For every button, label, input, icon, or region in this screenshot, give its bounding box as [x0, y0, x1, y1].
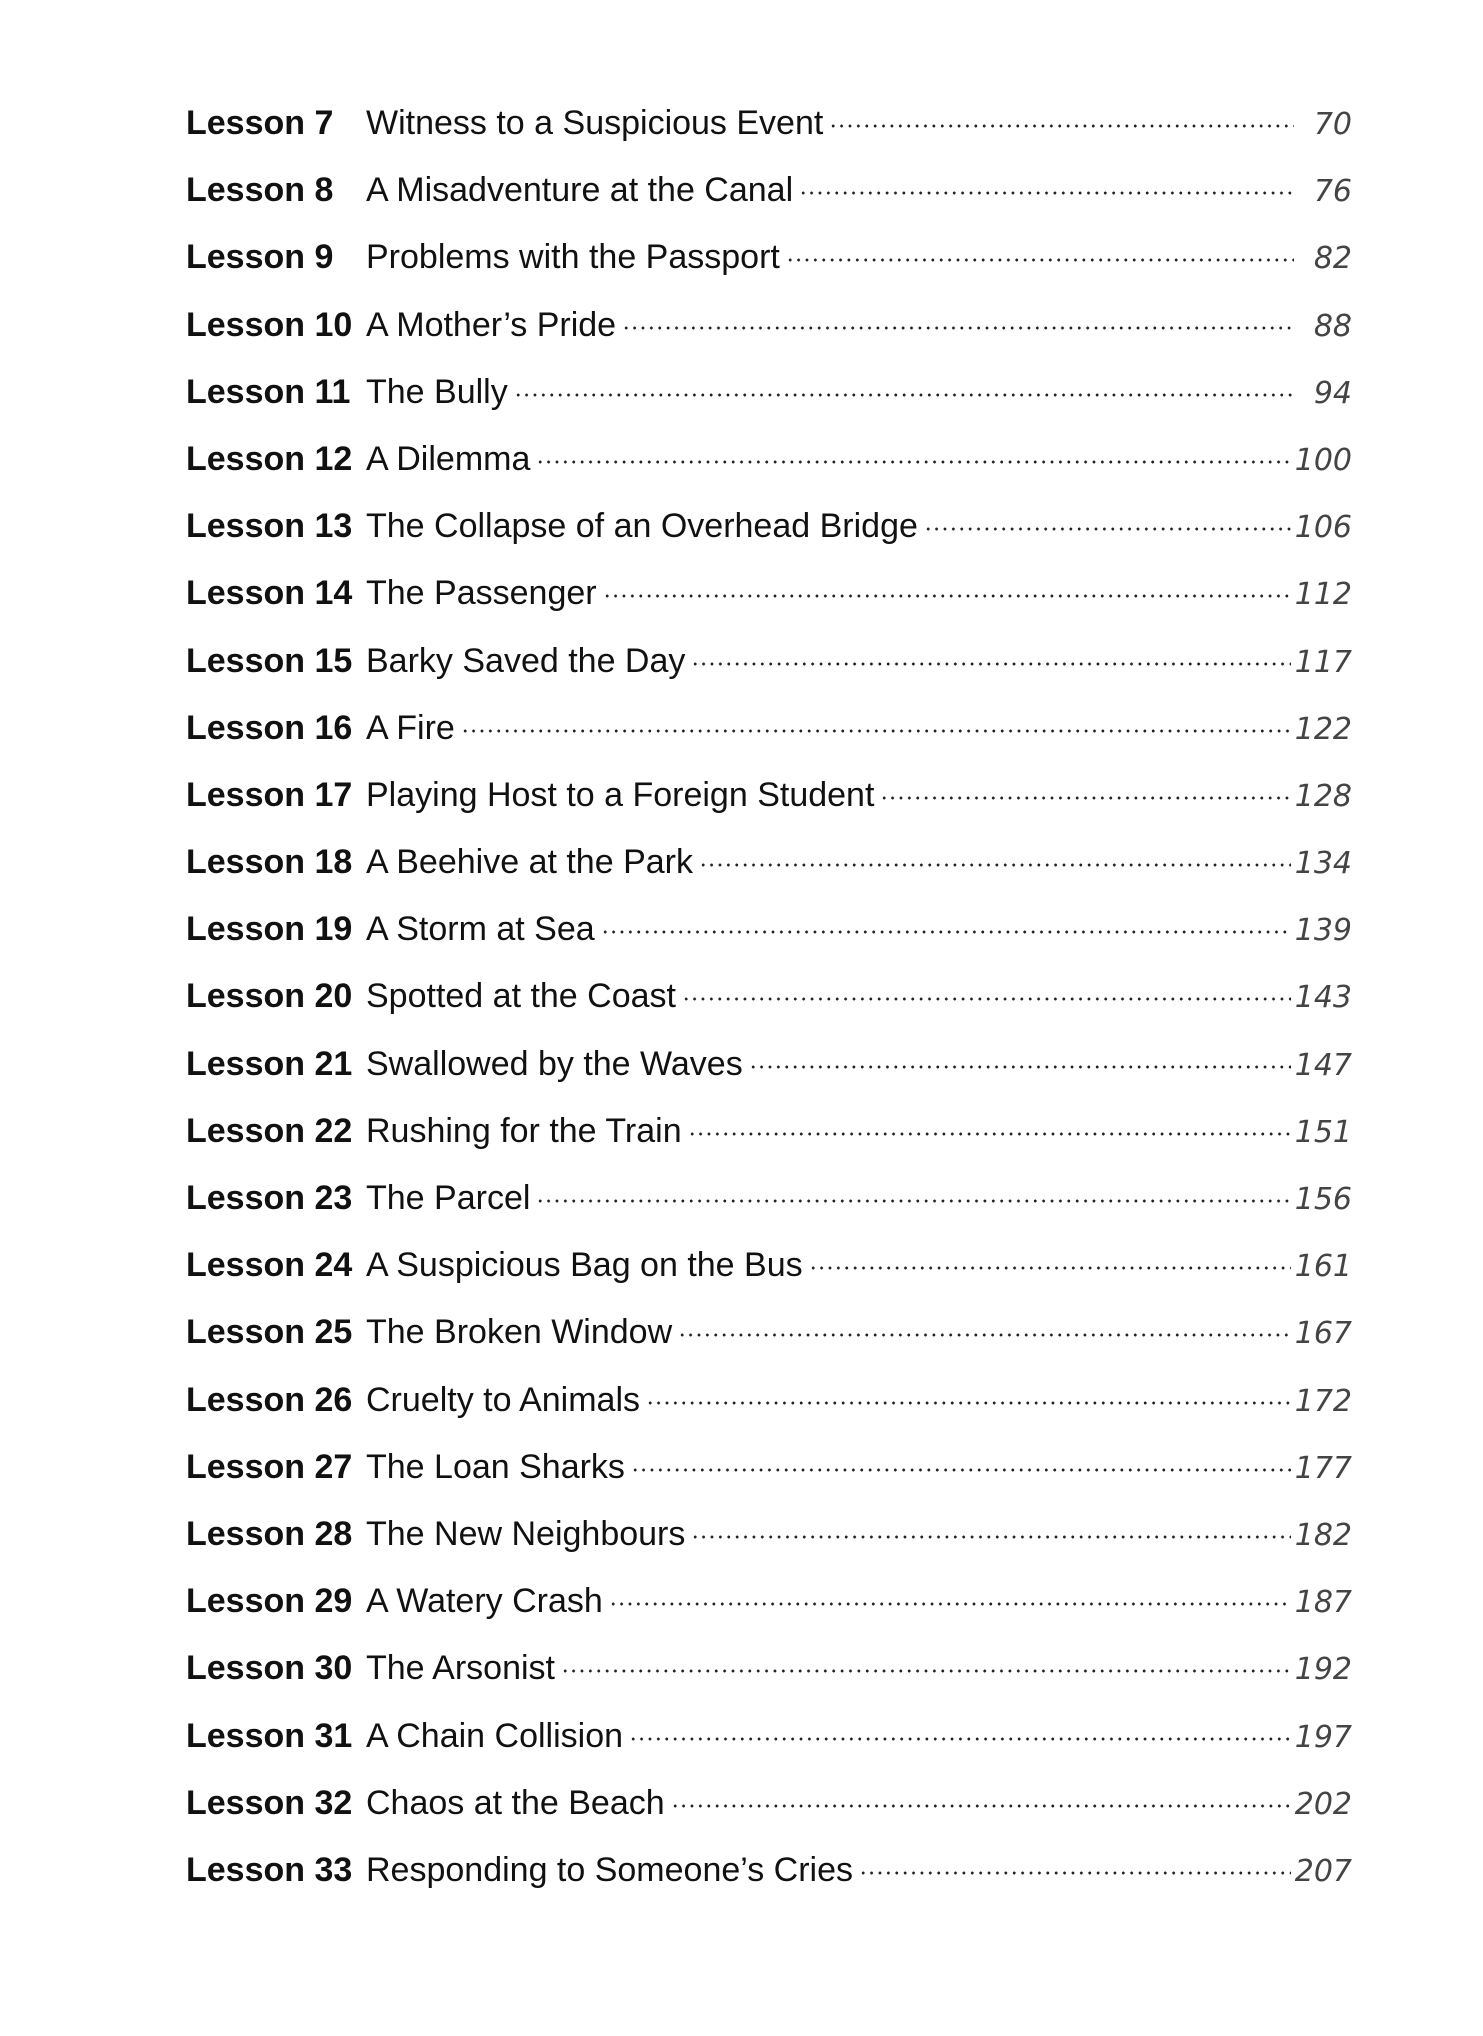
- toc-entry[interactable]: [186, 843, 1352, 910]
- lesson-number: Lesson 22: [186, 1111, 353, 1150]
- dot-leader: [601, 930, 1291, 934]
- lesson-title: Barky Saved the Day: [366, 641, 686, 680]
- page-number: 161: [1294, 1249, 1352, 1285]
- lesson-title: Spotted at the Coast: [366, 977, 676, 1016]
- page-number: 202: [1294, 1786, 1352, 1822]
- toc-entry[interactable]: [186, 171, 1352, 238]
- page-number: 156: [1294, 1182, 1352, 1217]
- page-number: 197: [1294, 1719, 1352, 1755]
- lesson-title: The Collapse of an Overhead Bridge: [366, 507, 918, 546]
- lesson-number: Lesson 13: [186, 507, 353, 546]
- dot-leader: [691, 662, 1290, 666]
- toc-entry[interactable]: [186, 776, 1352, 843]
- page-number: 82: [1313, 241, 1352, 277]
- lesson-number: Lesson 9: [186, 238, 334, 277]
- lesson-number: Lesson 16: [186, 708, 353, 747]
- lesson-title: A Misadventure at the Canal: [366, 171, 794, 210]
- lesson-number: Lesson 20: [186, 977, 353, 1016]
- lesson-number: Lesson 8: [186, 171, 334, 210]
- toc-entry[interactable]: [186, 709, 1352, 776]
- table-of-contents: [186, 104, 1352, 1918]
- toc-entry[interactable]: [186, 238, 1352, 305]
- dot-leader: [786, 258, 1294, 262]
- lesson-title: The Passenger: [366, 574, 597, 613]
- dot-leader: [688, 1132, 1291, 1136]
- page-number: 187: [1294, 1585, 1352, 1621]
- toc-entry[interactable]: [186, 373, 1352, 440]
- page-number: 134: [1294, 846, 1352, 882]
- lesson-title: Problems with the Passport: [366, 238, 780, 277]
- lesson-number: Lesson 21: [186, 1044, 353, 1083]
- lesson-title: A Fire: [366, 708, 455, 747]
- toc-entry[interactable]: [186, 642, 1352, 709]
- lesson-title: A Dilemma: [366, 439, 531, 478]
- toc-entry[interactable]: [186, 507, 1352, 574]
- lesson-title: The Parcel: [366, 1179, 531, 1217]
- toc-entry[interactable]: [186, 1381, 1352, 1448]
- dot-leader: [799, 191, 1294, 195]
- dot-leader: [682, 997, 1291, 1001]
- lesson-title: A Chain Collision: [366, 1716, 624, 1755]
- lesson-number: Lesson 7: [186, 104, 334, 142]
- page-number: 94: [1313, 375, 1352, 411]
- page-number: 76: [1313, 174, 1352, 210]
- page-number: 112: [1294, 577, 1352, 613]
- lesson-number: Lesson 26: [186, 1380, 353, 1419]
- lesson-title: Chaos at the Beach: [366, 1783, 665, 1822]
- dot-leader: [514, 393, 1294, 397]
- page-number: 88: [1313, 308, 1352, 344]
- dot-leader: [622, 326, 1294, 330]
- dot-leader: [536, 460, 1290, 464]
- lesson-number: Lesson 14: [186, 574, 353, 613]
- page-number: 172: [1294, 1383, 1352, 1419]
- page-number: 151: [1294, 1114, 1352, 1150]
- lesson-title: Playing Host to a Foreign Student: [366, 775, 875, 814]
- lesson-number: Lesson 11: [186, 372, 351, 411]
- dot-leader: [646, 1401, 1291, 1405]
- lesson-number: Lesson 31: [186, 1716, 353, 1755]
- dot-leader: [924, 527, 1291, 531]
- lesson-title: Witness to a Suspicious Event: [366, 104, 824, 142]
- dot-leader: [461, 729, 1291, 733]
- dot-leader: [603, 594, 1291, 598]
- page-number: 182: [1294, 1517, 1352, 1553]
- toc-entry[interactable]: [186, 1448, 1352, 1515]
- toc-entry[interactable]: [186, 1179, 1352, 1246]
- dot-leader: [691, 1535, 1290, 1539]
- lesson-title: The Loan Sharks: [366, 1447, 625, 1486]
- page-number: 100: [1294, 442, 1352, 478]
- toc-entry[interactable]: [186, 1649, 1352, 1716]
- lesson-title: A Suspicious Bag on the Bus: [366, 1246, 803, 1285]
- toc-entry[interactable]: [186, 574, 1352, 641]
- page-number: 147: [1294, 1047, 1352, 1083]
- lesson-number: Lesson 23: [186, 1179, 353, 1217]
- dot-leader: [859, 1871, 1291, 1875]
- page-number: 143: [1294, 980, 1352, 1016]
- toc-entry[interactable]: [186, 1112, 1352, 1179]
- page-number: 128: [1294, 778, 1352, 814]
- dot-leader: [631, 1468, 1291, 1472]
- dot-leader: [699, 863, 1291, 867]
- lesson-title: The New Neighbours: [366, 1514, 686, 1553]
- lesson-title: The Arsonist: [366, 1649, 555, 1688]
- dot-leader: [678, 1333, 1291, 1337]
- dot-leader: [629, 1737, 1291, 1741]
- toc-entry[interactable]: [186, 1582, 1352, 1649]
- toc-entry[interactable]: [186, 1784, 1352, 1851]
- dot-leader: [880, 796, 1290, 800]
- lesson-number: Lesson 10: [186, 305, 353, 344]
- lesson-number: Lesson 24: [186, 1246, 353, 1285]
- lesson-number: Lesson 32: [186, 1783, 353, 1822]
- toc-entry[interactable]: [186, 1246, 1352, 1313]
- page-number: 122: [1294, 711, 1352, 747]
- dot-leader: [536, 1199, 1290, 1203]
- page-number: 106: [1294, 510, 1352, 546]
- lesson-title: Swallowed by the Waves: [366, 1044, 743, 1083]
- toc-entry[interactable]: [186, 1717, 1352, 1784]
- page-number: 207: [1294, 1853, 1352, 1889]
- page-number: 139: [1294, 913, 1352, 949]
- lesson-number: Lesson 25: [186, 1313, 353, 1352]
- lesson-number: Lesson 29: [186, 1582, 353, 1621]
- dot-leader: [609, 1602, 1291, 1606]
- toc-entry[interactable]: [186, 104, 1352, 171]
- lesson-number: Lesson 27: [186, 1447, 353, 1486]
- toc-entry[interactable]: [186, 1313, 1352, 1380]
- lesson-number: Lesson 15: [186, 641, 353, 680]
- lesson-title: Cruelty to Animals: [366, 1380, 640, 1419]
- lesson-title: Rushing for the Train: [366, 1111, 682, 1150]
- toc-entry[interactable]: [186, 1045, 1352, 1112]
- lesson-title: A Storm at Sea: [366, 910, 595, 949]
- dot-leader: [671, 1804, 1291, 1808]
- toc-entry[interactable]: [186, 440, 1352, 507]
- lesson-number: Lesson 33: [186, 1850, 353, 1889]
- lesson-number: Lesson 18: [186, 843, 353, 882]
- lesson-title: A Watery Crash: [366, 1582, 603, 1621]
- toc-entry[interactable]: [186, 1851, 1352, 1918]
- page-number: 177: [1294, 1450, 1352, 1486]
- dot-leader: [561, 1669, 1291, 1673]
- toc-entry[interactable]: [186, 1515, 1352, 1582]
- page-number: 167: [1294, 1316, 1352, 1352]
- dot-leader: [829, 124, 1294, 128]
- lesson-title: The Bully: [366, 372, 508, 411]
- lesson-title: Responding to Someone’s Cries: [366, 1850, 853, 1889]
- lesson-title: The Broken Window: [366, 1313, 673, 1352]
- page-number: 117: [1294, 644, 1352, 680]
- lesson-number: Lesson 19: [186, 910, 353, 949]
- lesson-number: Lesson 17: [186, 775, 353, 814]
- lesson-number: Lesson 30: [186, 1649, 353, 1688]
- toc-entry[interactable]: [186, 306, 1352, 373]
- toc-entry[interactable]: [186, 910, 1352, 977]
- lesson-title: A Beehive at the Park: [366, 843, 693, 882]
- toc-entry[interactable]: [186, 977, 1352, 1044]
- dot-leader: [809, 1266, 1291, 1270]
- dot-leader: [749, 1065, 1291, 1069]
- page-number: 192: [1294, 1652, 1352, 1688]
- page-number: 70: [1313, 107, 1352, 142]
- lesson-number: Lesson 12: [186, 439, 353, 478]
- lesson-number: Lesson 28: [186, 1514, 353, 1553]
- lesson-title: A Mother’s Pride: [366, 305, 617, 344]
